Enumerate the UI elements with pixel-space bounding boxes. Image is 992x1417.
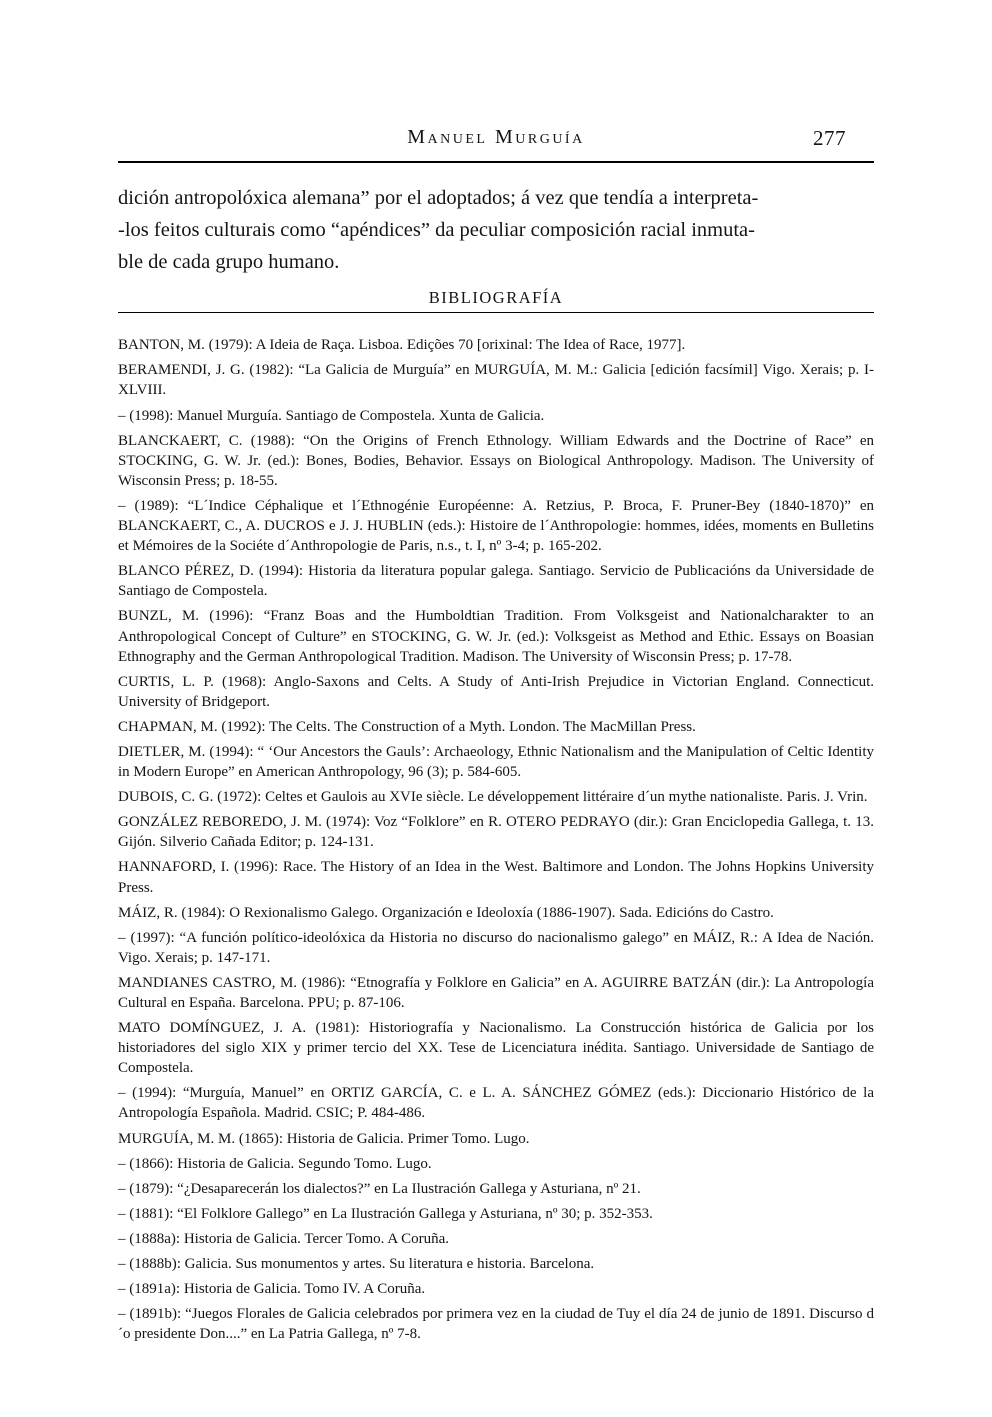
bibliography-entry: CHAPMAN, M. (1992): The Celts. The Construction of a Myth. London. The MacMillan Press. [118,718,696,735]
page-number: 277 [813,126,846,150]
bibliography-entry: MANDIANES CASTRO, M. (1986): “Etnografía y Folklore en Galicia” en A. AGUIRRE BATZÁN (dir.): La Antropología Cultural en España. Barcelona. PPU; p. 87-106. [118,974,874,1012]
intro-line: ble de cada grupo humano. [118,250,340,273]
bibliography-entry: BLANCKAERT, C. (1988): “On the Origins of French Ethnology. William Edwards and the Doctrine of Race” en STOCKING, G. W. Jr. (ed.): Bones, Bodies, Behavior. Essays on Biological Anthropology. Madison. The University of Wisconsin Press; p. 18-55. [118,432,874,489]
bibliography-entry: BLANCO PÉREZ, D. (1994): Historia da literatura popular galega. Santiago. Servicio de Publicacións da Universidade de Santiago de Compostela. [118,563,874,600]
bibliography-entry: – (1998): Manuel Murguía. Santiago de Compostela. Xunta de Galicia. [118,407,545,424]
bibliography-entry: MURGUÍA, M. M. (1865): Historia de Galicia. Primer Tomo. Lugo. [118,1130,530,1147]
bibliography-entry: BANTON, M. (1979): A Ideia de Raça. Lisboa. Edições 70 [orixinal: The Idea of Race, 1977]. [118,337,686,354]
bibliography-entry: BUNZL, M. (1996): “Franz Boas and the Humboldtian Tradition. From Volksgeist and Nationalcharakter to an Anthropological Concept of Culture” en STOCKING, G. W. Jr. (ed.): Volksgeist as Method and Ethic. Essays on Boasian Ethnography and the German Anthropological Tradition. Madison. The University of Wisconsin Press; p. 17-78. [118,608,874,665]
bibliography-entry: – (1888b): Galicia. Sus monumentos y artes. Su literatura e historia. Barcelona. [118,1256,595,1273]
bibliography-entry: – (1888a): Historia de Galicia. Tercer Tomo. A Coruña. [118,1230,450,1247]
bibliography-entry: – (1879): “¿Desaparecerán los dialectos?” en La Ilustración Gallega y Asturiana, nº 21. [118,1180,641,1197]
bibliography-entry: – (1891b): “Juegos Florales de Galicia celebrados por primera vez en la ciudad de Tuy el día 24 de junio de 1891. Discurso d´o presidente Don....” en La Patria Gallega, nº 7-8. [118,1306,874,1343]
bibliography-entry: GONZÁLEZ REBOREDO, J. M. (1974): Voz “Folklore” en R. OTERO PEDRAYO (dir.): Gran Enciclopedia Gallega, t. 13. Gijón. Silverio Cañada Editor; p. 124-131. [118,814,874,851]
bibliography-entry: – (1891a): Historia de Galicia. Tomo IV. A Coruña. [118,1281,426,1298]
bibliography-entry: HANNAFORD, I. (1996): Race. The History of an Idea in the West. Baltimore and London. The Johns Hopkins University Press. [118,859,874,896]
header-rule [118,161,874,163]
bibliography-entry: MÁIZ, R. (1984): O Rexionalismo Galego. Organización e Ideoloxía (1886-1907). Sada. Edicións do Castro. [118,904,774,921]
intro-line: dición antropolóxica alemana” por el adoptados; á vez que tendía a interpreta- [118,187,759,209]
bibliography-list [118,335,874,1344]
bibliography-entry: DIETLER, M. (1994): “ ‘Our Ancestors the Gauls’: Archaeology, Ethnic Nationalism and the Manipulation of Celtic Identity in Modern Europe” en American Anthropology, 96 (3); p. 584-605. [118,743,874,781]
bibliography-entry: – (1989): “L´Indice Céphalique et l´Ethnogénie Européenne: A. Retzius, P. Broca, F. Pruner-Bey (1840-1870)” en BLANCKAERT, C., A. DUCROS e J. J. HUBLIN (eds.): Histoire de l´Anthropologie: hommes, idées, moments en Bulletins et Mémoires de la Sociéte d´Anthropologie de Paris, n.s., t. I, nº 3-4; p. 165-202. [118,497,874,555]
bibliography-entry: – (1997): “A función político-ideolóxica da Historia no discurso do nacionalismo galego” en MÁIZ, R.: A Idea de Nación. Vigo. Xerais; p. 147-171. [118,929,874,966]
section-heading: BIBLIOGRAFÍA [428,288,564,308]
bibliography-entry: – (1866): Historia de Galicia. Segundo Tomo. Lugo. [118,1155,432,1172]
bibliography-entry: – (1881): “El Folklore Gallego” en La Ilustración Gallega y Asturiana, nº 30; p. 352-353. [118,1205,653,1222]
bibliography-entry: MATO DOMÍNGUEZ, J. A. (1981): Historiografía y Nacionalismo. La Construcción histórica de Galicia por los historiadores del siglo XIX y primer tercio del XX. Tese de Licenciatura inédita. Santiago. Universidade de Santiago de Compostela. [118,1020,874,1077]
bibliography-entry: CURTIS, L. P. (1968): Anglo-Saxons and Celts. A Study of Anti-Irish Prejudice in Victorian England. Connecticut. University of Bridgeport. [118,673,874,710]
bibliography-entry: BERAMENDI, J. G. (1982): “La Galicia de Murguía” en MURGUÍA, M. M.: Galicia [edición facsímil] Vigo. Xerais; p. I-XLVIII. [118,362,874,399]
running-title: Manuel Murguía [407,126,585,148]
intro-line: -los feitos culturais como “apéndices” da peculiar composición racial inmuta- [118,218,755,241]
bibliography-entry: DUBOIS, C. G. (1972): Celtes et Gaulois au XVIe siècle. Le développement littéraire d´un mythe nationaliste. Paris. J. Vrin. [118,789,868,806]
page-header [118,126,874,154]
intro-paragraph [118,183,874,278]
bibliography-entry: – (1994): “Murguía, Manuel” en ORTIZ GARCÍA, C. e L. A. SÁNCHEZ GÓMEZ (eds.): Diccionario Histórico de la Antropología Española. Madrid. CSIC; P. 484-486. [118,1085,874,1122]
heading-rule [118,312,874,313]
